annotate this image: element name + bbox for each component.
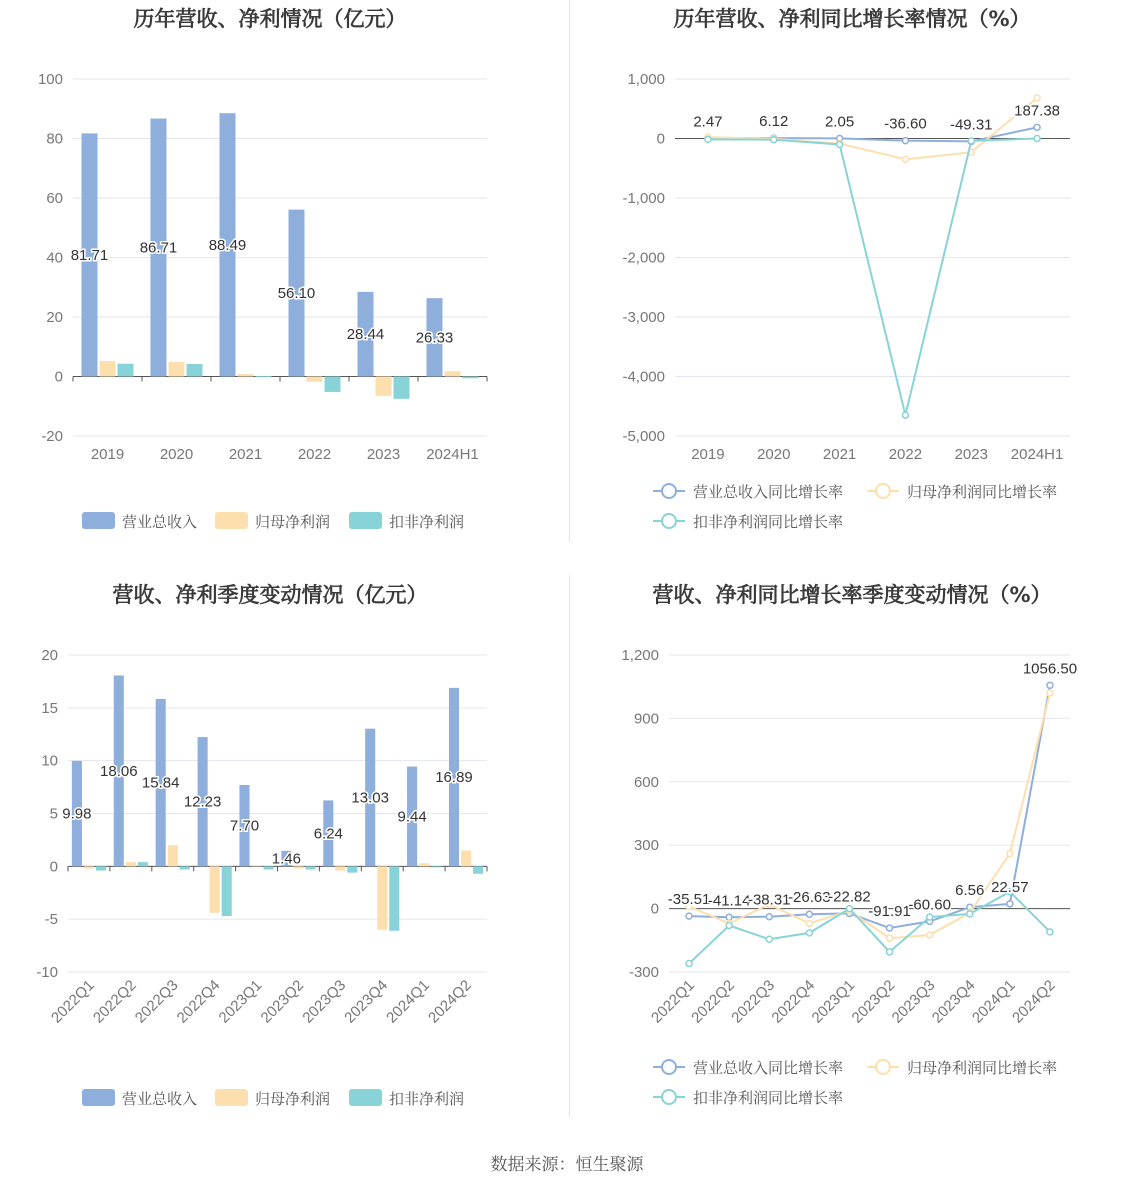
divider-bottom xyxy=(569,575,570,1117)
quarterly-amount-bar-deducted-profit xyxy=(389,866,399,930)
quarterly-growth-point xyxy=(887,935,893,941)
divider-top xyxy=(569,0,570,542)
annual-amount-chart xyxy=(0,0,567,545)
quarterly-growth-point xyxy=(1007,851,1013,857)
quarterly-amount-bar-net-profit xyxy=(210,866,220,912)
quarterly-amount-bar-deducted-profit xyxy=(431,866,441,867)
quarterly-amount-xtick-label: 2022Q2 xyxy=(89,976,140,1027)
quarterly-growth-growth-data-label: 6.56 xyxy=(955,882,985,900)
quarterly-growth-ytick-label: 0 xyxy=(650,900,659,918)
quarterly-amount-xtick-label: 2023Q4 xyxy=(341,976,392,1027)
annual-growth-ytick-label: -3,000 xyxy=(622,309,665,326)
quarterly-amount-revenue-data-label: 6.24 xyxy=(313,825,343,843)
quarterly-amount-bar-net-profit xyxy=(84,866,94,868)
quarterly-growth-title: 营收、净利同比增长率季度变动情况（%） xyxy=(652,583,1052,607)
annual-amount-revenue-data-label: 81.71 xyxy=(70,246,109,264)
annual-amount-bar-net-profit xyxy=(100,361,116,376)
quarterly-growth-ytick-label: 600 xyxy=(633,773,659,791)
annual-amount-legend-swatch xyxy=(215,512,248,529)
annual-amount-revenue-data-label: 56.10 xyxy=(277,285,316,303)
quarterly-amount-bar-net-profit xyxy=(335,866,345,870)
quarterly-amount-bar-deducted-profit xyxy=(96,866,106,870)
annual-amount-legend-swatch xyxy=(82,512,115,529)
quarterly-amount-revenue-data-label: 9.44 xyxy=(397,808,427,826)
quarterly-amount-revenue-data-label: 15.84 xyxy=(141,774,180,792)
annual-amount-revenue-data-label: 88.49 xyxy=(208,236,247,254)
quarterly-amount-legend-swatch xyxy=(349,1089,382,1106)
annual-growth-xtick-label: 2019 xyxy=(691,446,725,463)
annual-growth-legend-label: 归母净利润同比增长率 xyxy=(907,483,1058,501)
annual-growth-ytick-label: -4,000 xyxy=(622,368,665,386)
annual-growth-point xyxy=(902,138,908,144)
annual-amount-title: 历年营收、净利情况（亿元） xyxy=(133,7,407,31)
annual-growth-point xyxy=(1034,95,1040,101)
quarterly-amount-xtick-label: 2023Q3 xyxy=(299,976,350,1027)
annual-amount-xtick-label: 2023 xyxy=(366,446,401,463)
quarterly-amount-ytick-label: 10 xyxy=(41,752,58,770)
quarterly-growth-xtick-label: 2022Q1 xyxy=(648,976,698,1027)
annual-growth-growth-data-label: 187.38 xyxy=(1014,102,1061,120)
quarterly-amount-revenue-data-label: 7.70 xyxy=(229,817,260,835)
quarterly-growth-ytick-label: 1,200 xyxy=(621,647,659,664)
quarterly-amount-svg xyxy=(0,572,567,1122)
quarterly-amount-bar-deducted-profit xyxy=(180,866,190,869)
quarterly-growth-growth-data-label: -41.14 xyxy=(707,892,751,910)
annual-amount-bar-deducted-profit xyxy=(463,377,479,379)
annual-growth-point xyxy=(837,141,843,147)
annual-amount-legend-label: 归母净利润 xyxy=(255,513,331,531)
annual-growth-growth-data-label: -49.31 xyxy=(949,116,993,134)
quarterly-amount-ytick-label: 0 xyxy=(49,858,58,876)
quarterly-growth-point xyxy=(1047,682,1053,688)
annual-growth-point xyxy=(1034,124,1040,130)
quarterly-amount-bar-net-profit xyxy=(419,863,429,866)
annual-amount-bar-deducted-profit xyxy=(118,364,134,377)
quarterly-growth-svg xyxy=(567,572,1134,1122)
quarterly-growth-xtick-label: 2023Q2 xyxy=(848,976,899,1027)
quarterly-amount-ytick-label: -5 xyxy=(44,911,58,929)
annual-growth-point xyxy=(771,137,777,143)
quarterly-growth-growth-data-label: 1056.50 xyxy=(1022,660,1078,678)
quarterly-amount-bar-net-profit xyxy=(461,850,471,866)
annual-amount-ytick-label: -20 xyxy=(41,428,63,445)
quarterly-growth-xtick-label: 2024Q1 xyxy=(968,976,1019,1027)
quarterly-amount-ytick-label: 5 xyxy=(49,805,58,823)
annual-amount-revenue-data-label: 26.33 xyxy=(415,329,454,347)
quarterly-amount-legend-label: 扣非净利润 xyxy=(389,1090,465,1108)
quarterly-amount-revenue-data-label: 9.98 xyxy=(62,805,92,823)
data-source: 数据来源：恒生聚源 xyxy=(490,1155,644,1175)
quarterly-growth-point xyxy=(846,906,852,912)
annual-amount-ytick-label: 20 xyxy=(46,309,63,326)
quarterly-growth-xtick-label: 2022Q2 xyxy=(688,976,738,1027)
quarterly-growth-ytick-label: -300 xyxy=(628,964,659,981)
quarterly-growth-point xyxy=(1047,690,1053,696)
quarterly-amount-bar-deducted-profit xyxy=(222,866,232,916)
annual-amount-bar-deducted-profit xyxy=(394,377,410,399)
quarterly-amount-revenue-data-label: 1.46 xyxy=(271,850,301,868)
annual-growth-growth-data-label: 6.12 xyxy=(759,113,789,131)
quarterly-amount-legend-swatch xyxy=(82,1089,115,1106)
annual-amount-bar-deducted-profit xyxy=(325,377,341,392)
quarterly-amount-title: 营收、净利季度变动情况（亿元） xyxy=(112,583,428,607)
annual-amount-xtick-label: 2022 xyxy=(297,446,332,463)
quarterly-growth-xtick-label: 2023Q4 xyxy=(928,976,979,1027)
quarterly-amount-revenue-data-label: 18.06 xyxy=(100,762,138,780)
annual-growth-xtick-label: 2023 xyxy=(954,446,988,463)
annual-growth-ytick-label: 0 xyxy=(656,130,665,148)
annual-growth-point xyxy=(902,156,908,162)
quarterly-growth-point xyxy=(806,920,812,926)
annual-amount-xtick-label: 2021 xyxy=(228,446,263,463)
annual-amount-bar-deducted-profit xyxy=(187,364,203,376)
quarterly-growth-growth-data-label: -22.82 xyxy=(828,888,871,906)
annual-growth-xtick-label: 2024H1 xyxy=(1010,446,1064,463)
quarterly-growth-xtick-label: 2024Q2 xyxy=(1009,976,1059,1027)
annual-growth-legend-marker xyxy=(876,484,890,498)
quarterly-growth-growth-data-label: -38.31 xyxy=(747,891,791,909)
quarterly-amount-bar-net-profit xyxy=(377,866,387,929)
quarterly-amount-xtick-label: 2022Q1 xyxy=(48,976,98,1027)
annual-growth-point xyxy=(902,412,908,418)
annual-growth-legend-marker xyxy=(662,484,676,498)
quarterly-growth-point xyxy=(967,911,973,917)
quarterly-amount-bar-deducted-profit xyxy=(138,862,148,866)
quarterly-amount-ytick-label: 20 xyxy=(41,647,58,664)
annual-amount-xtick-label: 2020 xyxy=(159,446,194,463)
quarterly-growth-point xyxy=(686,913,692,919)
quarterly-growth-legend-marker xyxy=(662,1090,676,1104)
quarterly-amount-revenue-data-label: 12.23 xyxy=(183,793,222,811)
quarterly-growth-legend-marker xyxy=(662,1060,676,1074)
quarterly-amount-xtick-label: 2022Q3 xyxy=(131,976,182,1027)
annual-growth-growth-data-label: -36.60 xyxy=(884,115,927,133)
quarterly-amount-legend-label: 营业总收入 xyxy=(122,1090,198,1108)
quarterly-growth-point xyxy=(887,925,893,931)
quarterly-growth-legend-label: 营业总收入同比增长率 xyxy=(693,1059,844,1077)
annual-growth-svg xyxy=(567,0,1134,545)
quarterly-growth-point xyxy=(927,914,933,920)
quarterly-growth-point xyxy=(927,932,933,938)
annual-amount-bar-net-profit xyxy=(445,371,461,376)
quarterly-growth-legend-label: 扣非净利润同比增长率 xyxy=(693,1089,844,1107)
annual-growth-xtick-label: 2021 xyxy=(822,446,857,463)
annual-growth-growth-data-label: 2.47 xyxy=(693,113,723,131)
annual-amount-revenue-data-label: 86.71 xyxy=(139,239,178,257)
annual-growth-legend-marker xyxy=(662,514,676,528)
quarterly-growth-point xyxy=(766,914,772,920)
quarterly-growth-chart xyxy=(567,572,1134,1122)
quarterly-amount-ytick-label: 15 xyxy=(41,699,58,717)
quarterly-growth-xtick-label: 2023Q1 xyxy=(808,976,859,1027)
annual-amount-legend-swatch xyxy=(349,512,382,529)
quarterly-amount-revenue-data-label: 16.89 xyxy=(435,769,473,787)
quarterly-amount-bar-deducted-profit xyxy=(473,866,483,873)
quarterly-amount-bar-deducted-profit xyxy=(347,866,357,872)
annual-growth-ytick-label: 1,000 xyxy=(627,71,665,88)
quarterly-growth-point xyxy=(887,949,893,955)
quarterly-growth-legend-label: 归母净利润同比增长率 xyxy=(907,1059,1058,1077)
quarterly-growth-point xyxy=(766,936,772,942)
quarterly-growth-ytick-label: 900 xyxy=(633,710,659,728)
annual-amount-ytick-label: 60 xyxy=(46,190,63,207)
quarterly-amount-bar-net-profit xyxy=(168,845,178,866)
quarterly-growth-growth-data-label: -91.91 xyxy=(868,903,911,921)
quarterly-amount-revenue-data-label: 13.03 xyxy=(351,789,389,807)
quarterly-growth-point xyxy=(726,914,732,920)
quarterly-growth-growth-data-label: -26.63 xyxy=(788,889,831,907)
annual-amount-ytick-label: 0 xyxy=(54,368,63,386)
annual-growth-series-line-deducted-profit xyxy=(708,139,1037,416)
annual-growth-legend-label: 营业总收入同比增长率 xyxy=(693,483,844,501)
quarterly-growth-xtick-label: 2022Q4 xyxy=(768,976,819,1027)
annual-growth-xtick-label: 2022 xyxy=(888,446,923,463)
annual-growth-growth-data-label: 2.05 xyxy=(824,113,855,131)
quarterly-growth-point xyxy=(806,911,812,917)
quarterly-growth-legend-marker xyxy=(876,1060,890,1074)
annual-growth-point xyxy=(968,138,974,144)
annual-amount-ytick-label: 80 xyxy=(46,130,63,148)
quarterly-amount-xtick-label: 2024Q1 xyxy=(383,976,433,1027)
annual-growth-xtick-label: 2020 xyxy=(757,446,791,463)
annual-amount-bar-net-profit xyxy=(307,377,323,382)
quarterly-amount-bar-net-profit xyxy=(252,865,262,866)
quarterly-growth-growth-data-label: 22.57 xyxy=(991,878,1029,896)
annual-growth-ytick-label: -2,000 xyxy=(622,249,665,267)
annual-growth-chart xyxy=(567,0,1134,545)
quarterly-amount-xtick-label: 2024Q2 xyxy=(425,976,475,1027)
annual-growth-ytick-label: -1,000 xyxy=(622,190,665,207)
quarterly-growth-xtick-label: 2023Q3 xyxy=(888,976,939,1027)
annual-amount-bar-net-profit xyxy=(169,362,185,377)
quarterly-growth-growth-data-label: -35.51 xyxy=(667,891,711,909)
quarterly-growth-ytick-label: 300 xyxy=(633,837,659,855)
annual-amount-legend-label: 营业总收入 xyxy=(122,513,198,531)
annual-amount-xtick-label: 2019 xyxy=(90,446,125,463)
quarterly-amount-chart xyxy=(0,572,567,1122)
annual-growth-point xyxy=(705,136,711,142)
annual-growth-ytick-label: -5,000 xyxy=(622,428,665,445)
quarterly-amount-xtick-label: 2022Q4 xyxy=(173,976,224,1027)
quarterly-amount-bar-net-profit xyxy=(126,862,136,866)
annual-amount-ytick-label: 40 xyxy=(46,249,63,267)
quarterly-growth-point xyxy=(1007,901,1013,907)
quarterly-growth-point xyxy=(1047,929,1053,935)
quarterly-growth-point xyxy=(806,930,812,936)
annual-amount-bar-deducted-profit xyxy=(256,376,272,377)
annual-amount-bar-net-profit xyxy=(238,374,254,376)
annual-amount-legend-label: 扣非净利润 xyxy=(389,513,465,531)
annual-amount-revenue-data-label: 28.44 xyxy=(346,326,385,344)
quarterly-growth-point xyxy=(726,923,732,929)
annual-growth-legend-label: 扣非净利润同比增长率 xyxy=(693,513,844,531)
quarterly-amount-legend-label: 归母净利润 xyxy=(255,1090,331,1108)
annual-amount-svg xyxy=(0,0,567,545)
quarterly-amount-bar-deducted-profit xyxy=(305,866,315,869)
annual-growth-title: 历年营收、净利同比增长率情况（%） xyxy=(673,7,1031,31)
quarterly-growth-growth-data-label: -60.60 xyxy=(908,896,951,914)
quarterly-amount-legend-swatch xyxy=(215,1089,248,1106)
quarterly-amount-xtick-label: 2023Q1 xyxy=(215,976,266,1027)
quarterly-growth-xtick-label: 2022Q3 xyxy=(728,976,779,1027)
quarterly-amount-ytick-label: -10 xyxy=(36,964,58,981)
annual-amount-xtick-label: 2024H1 xyxy=(426,446,479,463)
quarterly-growth-point xyxy=(686,961,692,967)
annual-growth-point xyxy=(1034,136,1040,142)
annual-amount-bar-net-profit xyxy=(376,377,392,396)
annual-amount-ytick-label: 100 xyxy=(37,71,63,88)
quarterly-amount-xtick-label: 2023Q2 xyxy=(257,976,308,1027)
